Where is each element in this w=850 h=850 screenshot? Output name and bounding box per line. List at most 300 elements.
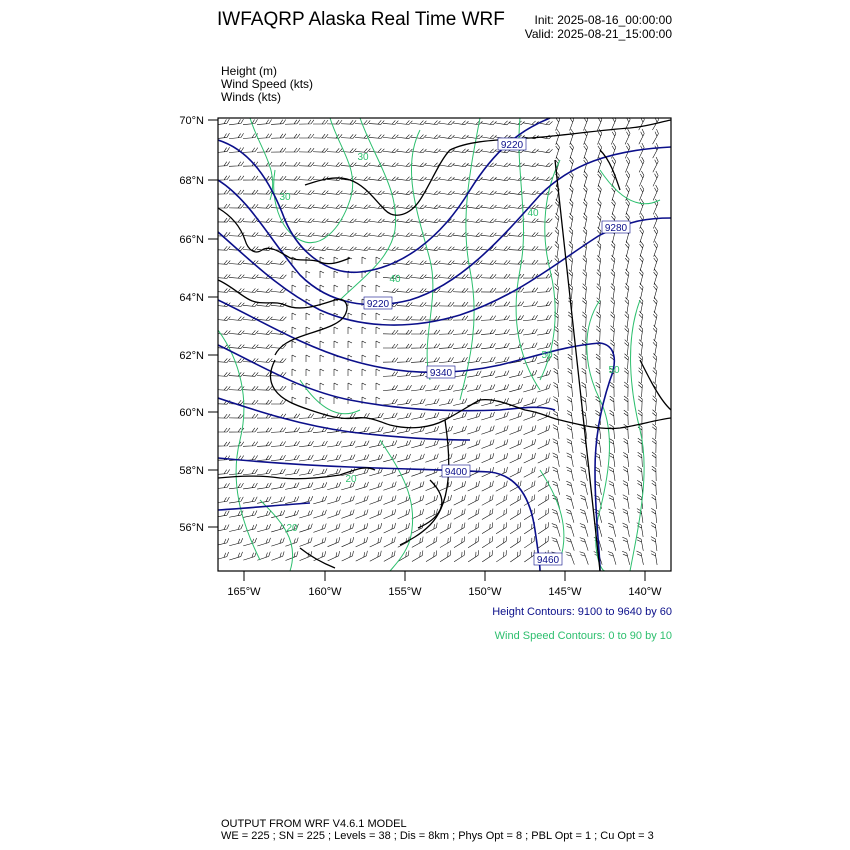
wind-barb (453, 302, 468, 306)
wind-barb (596, 368, 600, 383)
wind-barb (369, 231, 384, 237)
wind-barb (522, 439, 537, 449)
wind-barb (368, 537, 383, 547)
wind-barb (270, 538, 286, 546)
wind-barb (623, 438, 628, 453)
wind-barb (383, 372, 398, 377)
wind-barb (452, 509, 467, 520)
wind-barb (466, 453, 481, 462)
wind-barb (306, 369, 310, 376)
wind-barb (355, 175, 370, 181)
wind-barb (637, 480, 642, 495)
wind-barb (320, 341, 324, 348)
wind-barb (298, 510, 314, 518)
lon-label-145: 145°W (548, 586, 582, 598)
wind-barb (536, 522, 551, 534)
wind-barb (481, 316, 496, 321)
wind-barb (354, 537, 369, 547)
wind-barb (494, 481, 509, 491)
wind-barb (582, 326, 586, 341)
wind-barb (348, 327, 352, 334)
wind-barb (376, 271, 380, 278)
wind-barb (637, 311, 644, 326)
wind-barb (215, 497, 230, 503)
wind-barb (650, 213, 659, 228)
wind-barb (425, 189, 440, 195)
wind-barb (581, 256, 587, 271)
wind-barb (651, 550, 657, 565)
wind-barb (609, 326, 614, 341)
wind-barb (369, 147, 384, 152)
wind-barb (651, 508, 656, 523)
wind-barb (452, 536, 467, 547)
wind-barb (466, 550, 481, 562)
wind-barb (467, 288, 482, 292)
wind-barb (553, 452, 560, 467)
height-label-6: 9460 (536, 555, 560, 566)
wind-barb (299, 217, 314, 222)
wind-barb (326, 510, 341, 519)
wind-barb (396, 523, 411, 533)
wind-barb (327, 189, 342, 194)
wind-barb (481, 119, 496, 125)
wind-barb (312, 524, 327, 533)
wind-barb (284, 469, 299, 475)
wind-barb (508, 384, 524, 392)
wind-barb (494, 453, 509, 463)
wind-barb (397, 217, 412, 223)
wind-barb (362, 383, 366, 390)
wind-barb (495, 246, 510, 251)
wind-barb (410, 495, 425, 505)
wind-barb (480, 550, 495, 562)
wind-barb (650, 283, 658, 299)
wind-barb (299, 176, 314, 181)
wind-barb (566, 480, 573, 496)
wind-barb (340, 441, 355, 447)
lat-label-56: 56°N (179, 522, 204, 534)
wind-barb (383, 287, 398, 292)
wind-barb (243, 176, 258, 180)
wind-barb (320, 313, 324, 320)
lon-labels (227, 586, 662, 598)
wind-barb (327, 203, 342, 209)
wind-barb (553, 382, 558, 397)
wind-barb (334, 327, 338, 334)
wind-barb (376, 355, 380, 362)
wind-barb (552, 129, 561, 144)
wind-barb (320, 369, 324, 376)
lat-label-58: 58°N (179, 465, 204, 477)
wind-barb (362, 355, 366, 362)
wind-barb (594, 171, 602, 187)
wind-barb (453, 259, 468, 264)
wind-barb (270, 496, 286, 503)
wind-barb (229, 119, 244, 125)
wind-barb (397, 119, 412, 124)
wind-barb (609, 452, 615, 467)
wind-barb (397, 245, 412, 251)
wind-barb (271, 162, 286, 166)
wind-barb (494, 550, 509, 562)
wind-barb (553, 213, 560, 228)
wind-barb (651, 396, 656, 411)
wind-barb (326, 537, 341, 546)
wind-barb (636, 199, 645, 214)
wind-barb (508, 467, 523, 477)
wind-barb (425, 217, 440, 223)
wind-label-2: 30 (279, 192, 291, 203)
wind-barb (596, 340, 600, 355)
wind-barb (595, 255, 601, 270)
wind-barb (327, 245, 342, 251)
wind-barb (452, 412, 468, 420)
wind-barb (340, 510, 355, 519)
lat-label-62: 62°N (179, 350, 204, 362)
wind-barb (566, 185, 573, 201)
wind-barb (369, 120, 384, 125)
wind-barb (312, 496, 328, 504)
wind-barb (566, 508, 574, 524)
wind-barb (229, 133, 244, 138)
wind-barb (649, 185, 659, 200)
wind-barb (480, 439, 495, 448)
wind-barb (495, 175, 510, 181)
wind-barb (452, 426, 468, 434)
wind-barb (257, 455, 272, 460)
wind-barb (271, 441, 286, 446)
wind-barb (580, 171, 588, 187)
wind-barb (466, 426, 482, 434)
wind-barb (466, 509, 481, 520)
wind-barb (284, 551, 299, 560)
wind-barb (566, 536, 575, 551)
model-config-footer: WE = 225 ; SN = 225 ; Levels = 38 ; Dis = 8km ; Phys Opt = 8 ; PBL Opt = 1 ; Cu Opt = 3 (221, 830, 654, 842)
wind-barb (256, 538, 272, 546)
wind-barb (536, 481, 551, 492)
wind-barb (396, 551, 411, 562)
wind-barb (480, 481, 495, 491)
wind-barb (536, 425, 551, 435)
wind-barb (609, 298, 615, 313)
wind-barb (215, 315, 230, 320)
wind-barb (299, 455, 314, 461)
wind-barb (554, 354, 558, 369)
wind-barb (256, 524, 272, 532)
wind-barb (494, 522, 509, 533)
wind-barb (257, 190, 272, 194)
wind-barb (298, 524, 313, 533)
wind-barb (355, 217, 370, 223)
wind-barb (362, 327, 366, 334)
wind-barb (327, 162, 342, 167)
wind-barb (439, 133, 454, 139)
wind-barb (424, 454, 439, 463)
wind-barb (650, 269, 658, 285)
wind-barb (410, 399, 425, 405)
wind-barb (637, 536, 644, 551)
wind-barb (467, 329, 482, 334)
wind-barb (480, 453, 495, 463)
wind-barb (508, 370, 524, 377)
wind-barb (270, 483, 285, 490)
wind-barb (257, 400, 272, 404)
wind-barb (215, 190, 230, 194)
wind-barb (522, 508, 537, 519)
wind-barb (410, 481, 425, 490)
wind-barb (312, 537, 327, 546)
wind-barb (396, 413, 411, 420)
wind-barb (580, 550, 589, 565)
wind-barb (228, 497, 243, 503)
wind-barb (257, 442, 272, 447)
wind-barb (292, 313, 296, 320)
wind-barb (567, 452, 574, 467)
wind-barb (536, 329, 551, 335)
wind-barb (228, 552, 244, 560)
wind-barb (257, 372, 272, 377)
wind-barb (354, 454, 370, 461)
wind-barb (650, 227, 659, 242)
wind-barb (326, 496, 342, 504)
wind-barb (306, 271, 310, 278)
wind-barb (326, 455, 341, 462)
wind-barb (369, 217, 384, 223)
wind-barb (480, 371, 495, 378)
wind-barb (523, 288, 538, 293)
wind-barb (334, 383, 338, 390)
wind-barb (567, 382, 572, 397)
wind-barb (424, 537, 439, 548)
wind-barb (438, 440, 454, 448)
wind-barb (566, 129, 575, 144)
wind-barb (410, 413, 425, 420)
wind-barb (622, 171, 631, 186)
wind-barb (284, 483, 299, 490)
wind-barb (466, 371, 481, 377)
wind-barb (636, 241, 644, 257)
wind-barb (439, 330, 454, 334)
wind-barb (341, 217, 356, 223)
wind-barb (425, 119, 440, 125)
wind-barb (537, 147, 552, 153)
wind-barb (271, 455, 286, 461)
wind-barb (638, 438, 642, 453)
wind-barb (481, 288, 496, 292)
wind-barb (397, 344, 412, 348)
wind-barb (453, 245, 468, 250)
wind-barb (494, 426, 509, 435)
wind-barb (637, 466, 642, 481)
wind-barb (354, 551, 369, 561)
wind-barb (313, 120, 328, 124)
wind-barb (382, 523, 397, 533)
wind-barb (439, 203, 454, 209)
wind-barb (467, 245, 482, 250)
wind-barb (610, 382, 614, 397)
wind-barb (567, 396, 572, 411)
wind-barb (215, 386, 230, 391)
wind-barb (494, 508, 509, 519)
wind-barb (480, 357, 495, 363)
wind-barb (523, 329, 538, 335)
wind-barb (537, 203, 552, 209)
wind-barb (285, 162, 300, 166)
wind-barb (453, 357, 468, 363)
wind-barb (424, 550, 439, 561)
wind-barb (362, 313, 366, 320)
wind-barb (481, 203, 496, 209)
wind-barb (566, 522, 574, 538)
wind-barb (508, 536, 523, 548)
wind-barb (334, 271, 338, 278)
wind-barb (621, 129, 631, 144)
wind-barb (313, 203, 328, 208)
wind-barb (348, 341, 352, 348)
wind-barb (453, 330, 468, 335)
wind-barb (285, 455, 300, 461)
wind-barb (411, 344, 426, 348)
wind-barb (396, 440, 412, 448)
wind-barb (480, 412, 496, 420)
wind-barb (410, 440, 426, 448)
wind-barb (271, 120, 286, 125)
wind-barb (452, 481, 467, 491)
wind-barb (581, 227, 588, 242)
wind-barb (271, 315, 286, 320)
wind-barb (439, 259, 454, 264)
wind-barb (439, 302, 454, 306)
wind-barb (383, 161, 398, 167)
wind-barb (552, 508, 560, 524)
wind-barb (608, 508, 615, 524)
wind-barb (509, 161, 524, 167)
wind-barb (522, 398, 537, 407)
wind-barb (438, 481, 453, 491)
wind-barb (452, 453, 467, 462)
wind-barb (313, 217, 328, 223)
wind-barb (580, 129, 589, 144)
wind-barb (650, 255, 658, 271)
lat-label-70: 70°N (179, 115, 204, 127)
wind-barb (376, 313, 380, 320)
wind-barb (341, 231, 356, 237)
wind-barb (553, 270, 558, 285)
wind-barb (382, 509, 397, 519)
wind-barb (609, 480, 616, 495)
wind-barb (523, 315, 538, 321)
wind-barb (567, 256, 573, 271)
wind-barb (292, 257, 296, 264)
wind-barb (649, 143, 660, 158)
wind-barb (580, 508, 588, 524)
wind-barb (439, 189, 454, 195)
wind-barb (466, 384, 481, 391)
wind-barb (623, 494, 629, 509)
wind-barb (411, 119, 426, 125)
wind-barb (467, 119, 482, 125)
lon-label-155: 155°W (388, 586, 422, 598)
wind-barb (581, 213, 588, 228)
wind-barb (425, 133, 440, 139)
wind-barb (243, 386, 258, 391)
wind-barb (481, 274, 496, 279)
wind-barb (341, 189, 356, 195)
wind-barb (536, 494, 551, 505)
wind-barb (481, 343, 496, 349)
wind-barb (383, 147, 398, 153)
wind-barb (242, 552, 258, 560)
wind-barb (410, 551, 425, 562)
wind-barb (536, 508, 551, 519)
wind-barb (438, 536, 453, 547)
wind-barb (552, 466, 559, 482)
wind-barb (466, 398, 482, 405)
wind-barb (242, 538, 258, 546)
wind-barb (608, 522, 615, 538)
wind-barb (229, 259, 244, 264)
wind-barb (270, 524, 286, 532)
wind-barb (522, 343, 537, 350)
wind-barb (439, 357, 454, 362)
wind-barb (623, 466, 629, 481)
wind-barb (397, 371, 412, 376)
wind-barb (397, 385, 412, 391)
wind-barb (340, 537, 355, 547)
lon-label-140: 140°W (628, 586, 662, 598)
wind-barb (397, 330, 412, 334)
wind-barb (467, 274, 482, 279)
wind-barb (438, 550, 453, 561)
wind-barb (299, 134, 314, 138)
wind-barb (581, 199, 588, 215)
wind-barb (312, 482, 328, 489)
wind-barb (368, 482, 384, 490)
wind-barb (623, 340, 628, 355)
wind-barb (537, 288, 552, 293)
wind-barb (334, 369, 338, 376)
wind-barb (623, 255, 630, 271)
wind-barb (257, 315, 272, 320)
wind-barb (508, 495, 523, 506)
wind-barb (509, 119, 524, 125)
wind-barb (622, 199, 630, 215)
wind-barb (285, 414, 300, 419)
wind-barb (439, 274, 454, 279)
wind-barb (537, 315, 552, 321)
wind-barb (368, 523, 383, 533)
wind-barb (298, 482, 314, 489)
wind-barb (354, 509, 369, 518)
wind-barb (609, 284, 615, 299)
wind-barb (299, 189, 314, 194)
wind-barb (424, 440, 440, 448)
wind-barb (256, 510, 272, 517)
wind-barb (425, 259, 440, 264)
wind-barb (439, 288, 454, 293)
wind-barb (411, 175, 426, 181)
wind-barb (215, 428, 230, 432)
wind-barb (411, 385, 426, 391)
wind-barb (580, 143, 588, 158)
wind-label-4: 40 (527, 208, 539, 219)
wind-barb (334, 341, 338, 348)
wind-barb (257, 469, 272, 475)
wind-barb (327, 120, 342, 124)
lat-labels (179, 115, 204, 534)
wind-barb (580, 536, 588, 552)
wind-barb (636, 255, 644, 271)
